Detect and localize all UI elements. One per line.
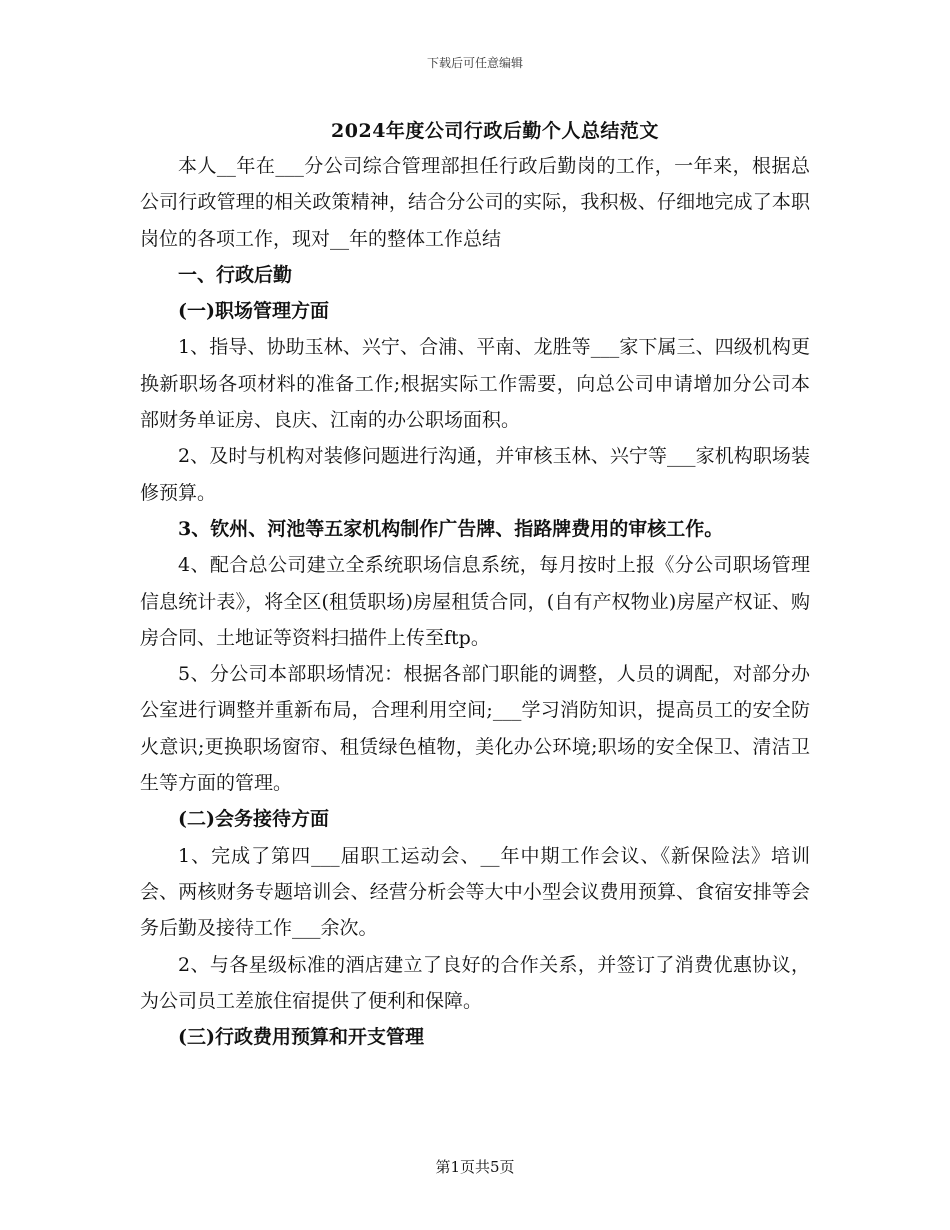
section-heading: 一、行政后勤 <box>178 263 293 286</box>
body-paragraph-bold: 3、钦州、河池等五家机构制作广告牌、指路牌费用的审核工作。 <box>178 517 724 540</box>
header-note: 下载后可任意编辑 <box>426 56 523 70</box>
body-paragraph: 2、及时与机构对装修问题进行沟通，并审核玉林、兴宁等___家机构职场装修预算。 <box>140 445 810 504</box>
document-title: 2024年度公司行政后勤个人总结范文 <box>331 120 659 142</box>
subsection-heading: (二)会务接待方面 <box>178 808 329 831</box>
body-paragraph: 4、配合总公司建立全系统职场信息系统，每月按时上报《分公司职场管理信息统计表》，将全区(租赁职场)房屋租赁合同，(自有产权物业)房屋产权证、购房合同、土地证等资料扫描件上传至ftp。 <box>140 554 810 649</box>
body-paragraph: 2、与各星级标准的酒店建立了良好的合作关系，并签订了消费优惠协议，为公司员工差旅住宿提供了便利和保障。 <box>140 953 810 1012</box>
body-paragraph: 5、分公司本部职场情况：根据各部门职能的调整，人员的调配，对部分办公室进行调整并重新布局，合理利用空间;___学习消防知识，提高员工的安全防火意识;更换职场窗帘、租赁绿色植物，美化办公环境;职场的安全保卫、清洁卫生等方面的管理。 <box>140 663 810 795</box>
subsection-heading: (三)行政费用预算和开支管理 <box>178 1026 424 1049</box>
subsection-heading: (一)职场管理方面 <box>178 300 329 323</box>
document-body <box>140 148 810 1055</box>
intro-paragraph: 本人__年在___分公司综合管理部担任行政后勤岗的工作，一年来，根据总公司行政管理的相关政策精神，结合分公司的实际，我积极、仔细地完成了本职岗位的各项工作，现对__年的整体工作总结 <box>140 155 810 250</box>
body-paragraph: 1、指导、协助玉林、兴宁、合浦、平南、龙胜等___家下属三、四级机构更换新职场各项材料的准备工作;根据实际工作需要，向总公司申请增加分公司本部财务单证房、良庆、江南的办公职场面积。 <box>140 336 810 432</box>
body-paragraph: 1、完成了第四___届职工运动会、__年中期工作会议、《新保险法》培训会、两核财务专题培训会、经营分析会等大中小型会议费用预算、食宿安排等会务后勤及接待工作___余次。 <box>140 844 810 940</box>
page-number: 第1页共5页 <box>435 1158 515 1176</box>
